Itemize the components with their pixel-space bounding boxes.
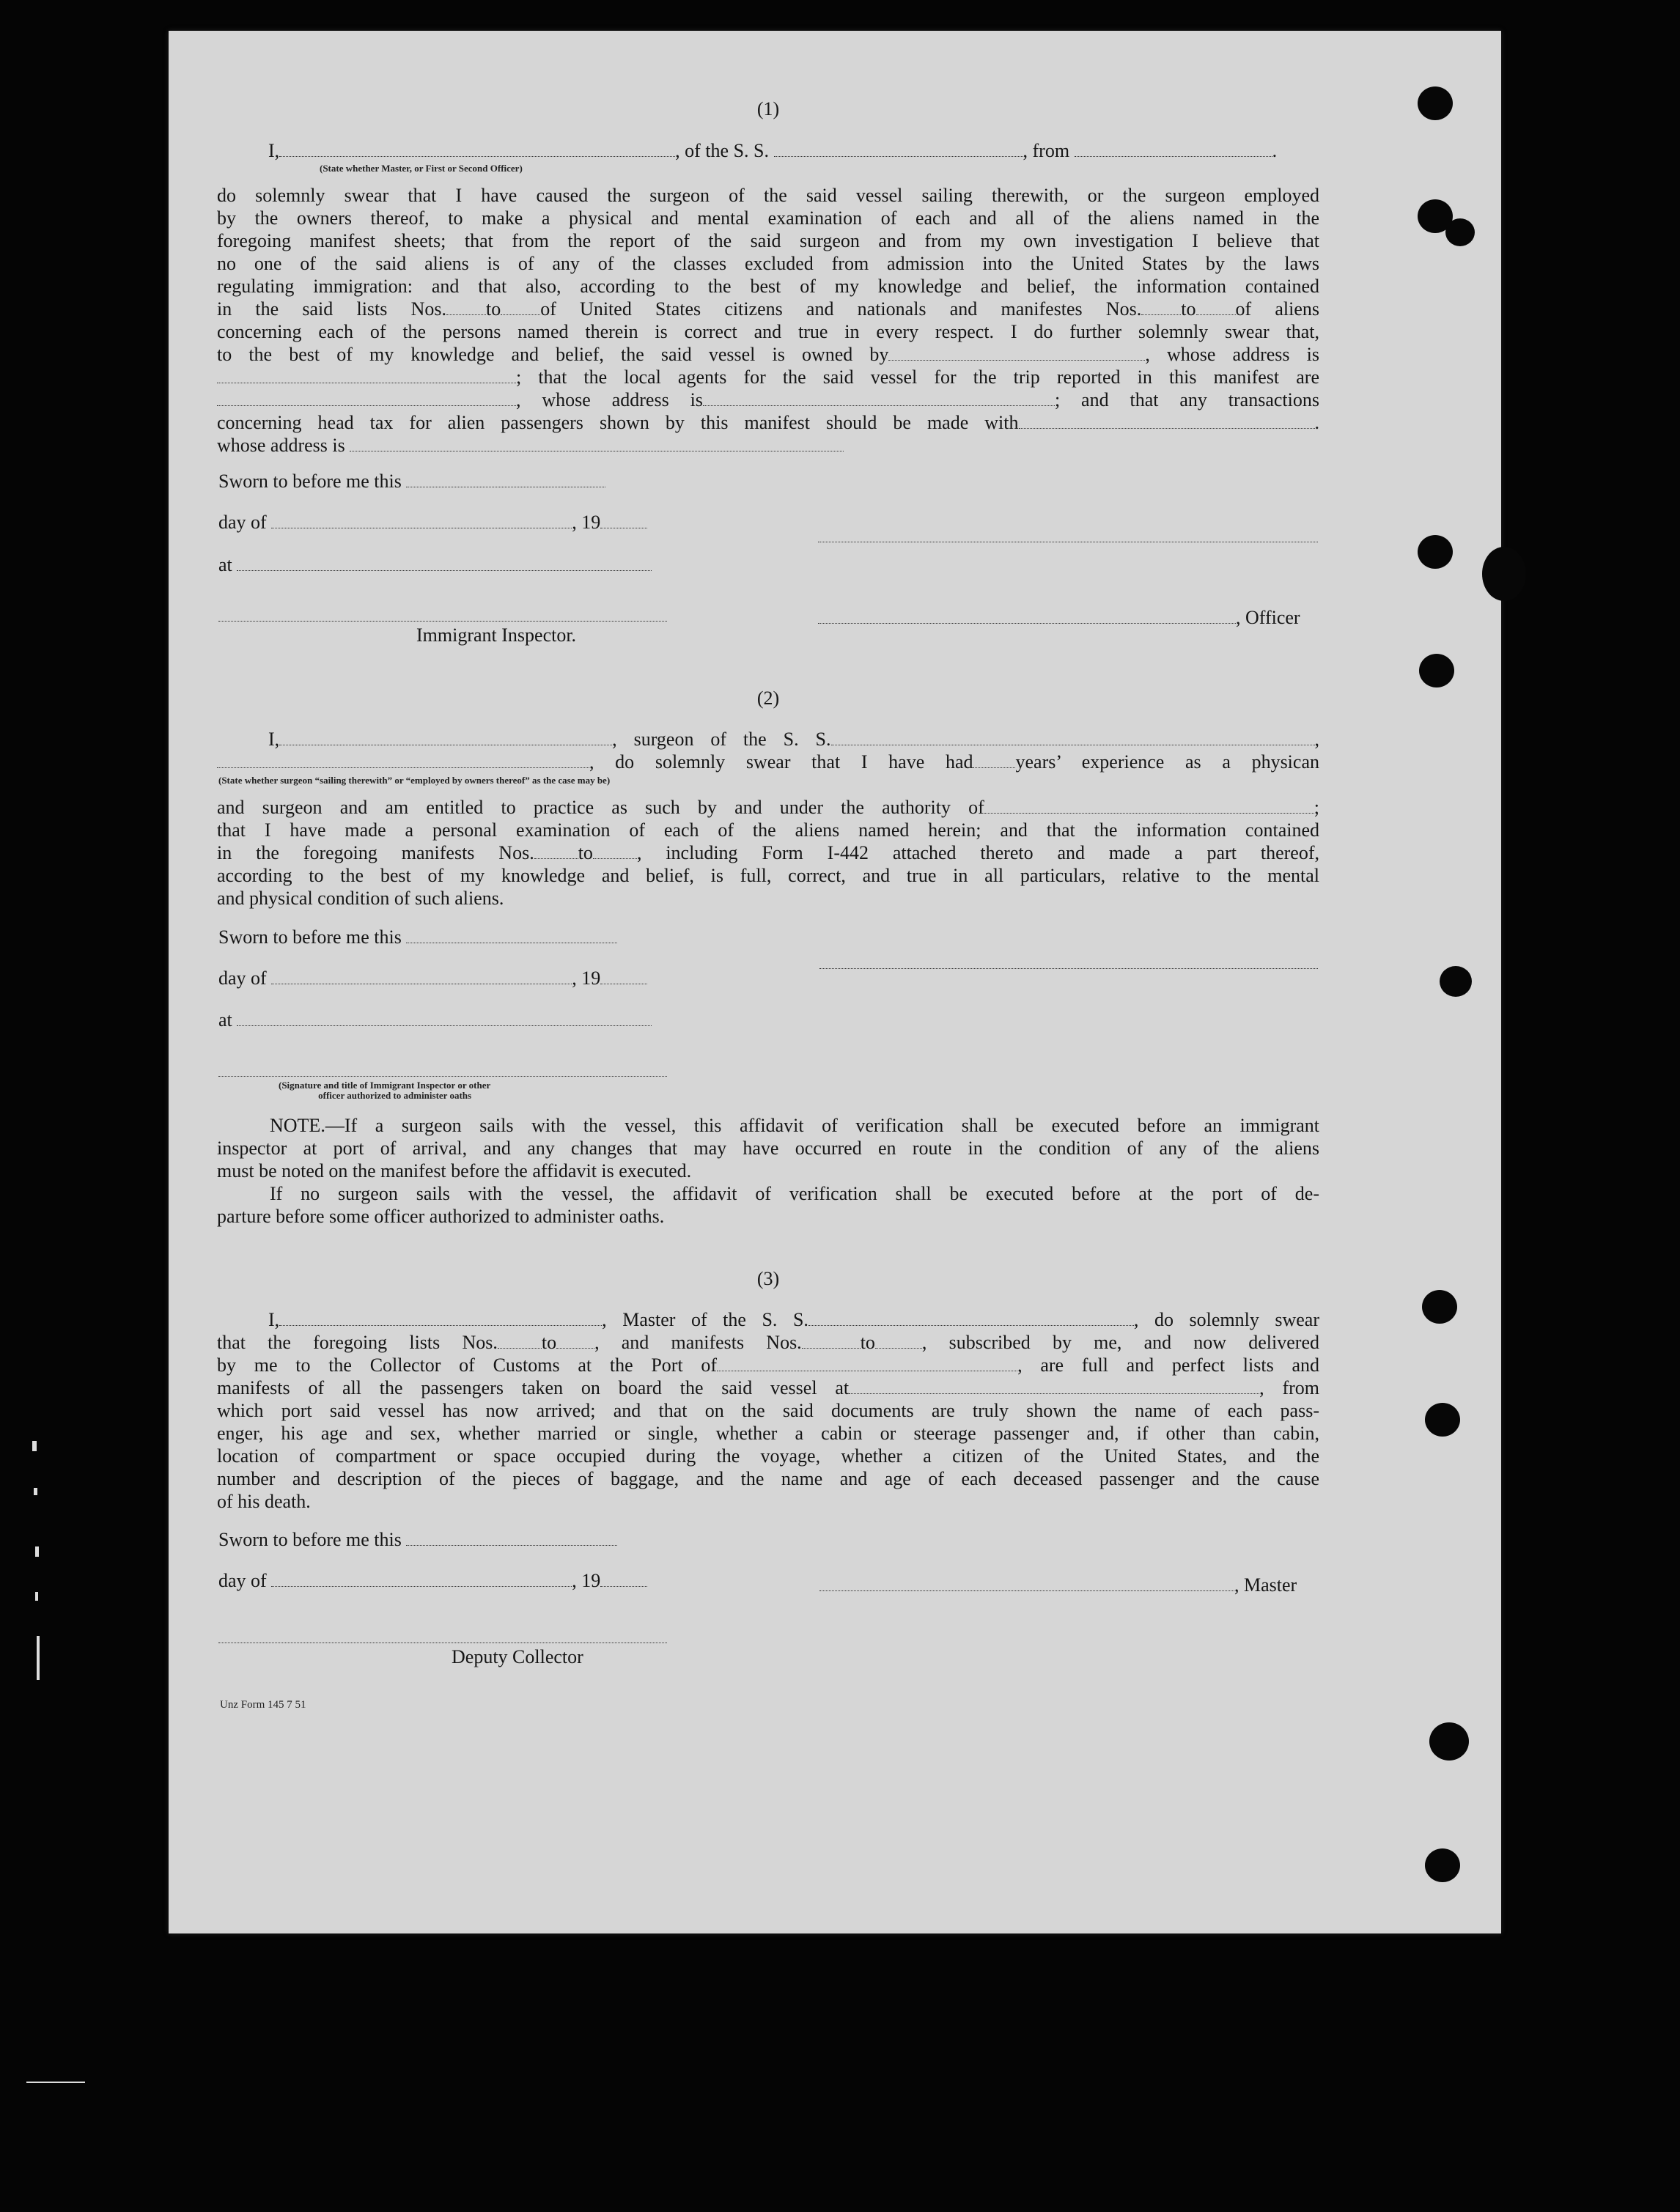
section-1-sworn: Sworn to before me this — [218, 471, 605, 493]
punch-hole — [1425, 1403, 1460, 1437]
section-2-note: NOTE.—If a surgeon sails with the vessel, this affidavit of verification shall be executed before an immigrant inspector at port of arrival, and any changes that may have occurred en route in the condition of any of the aliens must be noted on the manifest before the affidavit is executed. If no surgeon sails with the vessel, the affidavit of verification shall be executed before at the port of de- parture before some officer authorized to administer oaths. — [217, 1115, 1319, 1227]
film-speck — [37, 1636, 40, 1680]
punch-hole — [1482, 547, 1526, 601]
section-1-header-line: I, , of the S. S. , from . — [268, 140, 1278, 161]
film-speck — [26, 2082, 85, 2083]
section-1-number: (1) — [756, 98, 780, 119]
form-id: Unz Form 145 7 51 — [220, 1699, 306, 1711]
section-2-sworn: Sworn to before me this — [218, 926, 617, 948]
section-1-signature-line — [818, 541, 1318, 542]
punch-hole — [1440, 966, 1472, 997]
section-2-caption: (State whether surgeon “sailing therewith” or “employed by owners thereof” as the case may be) — [218, 775, 611, 786]
section-1-inspector-line — [218, 620, 667, 622]
section-3-number: (3) — [756, 1268, 780, 1289]
section-3-day-of: day of , 19 — [218, 1570, 647, 1592]
section-1-day-of: day of , 19 — [218, 512, 647, 534]
section-2-header-line: I, , surgeon of the S. S. , , do solemnly swear that I have had years’ experience as a physican — [217, 728, 1319, 773]
section-2-signature-line — [819, 967, 1318, 969]
punch-hole — [1422, 1290, 1457, 1324]
section-1-body: do solemnly swear that I have caused the surgeon of the said vessel sailing therewith, or the surgeon employed by the owners thereof, to make a physical and mental examination of each and all of the aliens named in the foregoing manifest sheets; that from the report of the said surgeon and from my own investigation I believe that no one of the said aliens is of any of the classes excluded from admission into the United States by the laws regulating immigration: and that also, according to the best of my knowledge and belief, the information contained in the said lists Nos. to of United States citizens and nationals and manifestes Nos. to of aliens concerning each of the persons named therein is correct and true in every respect. I do further solemnly swear that, to the best of my knowledge and belief, the said vessel is owned by , whose address is ; that the local agents for the said vessel for the trip reported in this manifest are , whose address is ; and that any transactions concerning head tax for alien passengers shown by this manifest should be made with . whose address is — [217, 185, 1320, 456]
punch-hole — [1445, 218, 1475, 246]
punch-hole — [1418, 535, 1453, 569]
section-2-caption-2: (Signature and title of Immigrant Inspector or other officer authorized to administer oaths — [279, 1080, 491, 1101]
film-speck — [35, 1546, 39, 1557]
section-2-inspector-line — [218, 1075, 667, 1077]
punch-hole — [1429, 1722, 1469, 1761]
section-1-at: at — [218, 554, 652, 576]
section-3-collector-label: Deputy Collector — [452, 1646, 583, 1667]
film-speck — [34, 1488, 37, 1495]
section-3-sworn: Sworn to before me this — [218, 1529, 617, 1551]
section-3-master: , Master — [819, 1574, 1297, 1596]
punch-hole — [1418, 86, 1453, 120]
film-speck — [35, 1592, 38, 1601]
section-1-officer: , Officer — [818, 607, 1300, 629]
section-2-at: at — [218, 1009, 652, 1031]
section-3-collector-line — [218, 1642, 667, 1643]
film-speck — [32, 1441, 37, 1451]
section-2-number: (2) — [756, 687, 780, 709]
punch-hole — [1425, 1848, 1460, 1882]
section-2-day-of: day of , 19 — [218, 967, 647, 989]
section-3-body: I, , Master of the S. S. , do solemnly swear that the foregoing lists Nos. to , and manifests Nos. to , subscribed by me, and now delivered by me to the Collector of Customs at the Port of , are full and perfect lists and manifests of all the passengers taken on board the said vessel at , from which port said vessel has now arrived; and that on the said documents are truly shown the name of each pass- enger, his age and sex, whether married or single, whether a cabin or steerage passenger and, if other than cabin, location of compartment or space occupied during the voyage, whether a citizen of the United States, and the number and description of the pieces of baggage, and the name and age of each deceased passenger and the cause of his death. — [217, 1309, 1320, 1512]
punch-hole — [1419, 654, 1454, 687]
section-1-caption: (State whether Master, or First or Second Officer) — [320, 163, 523, 174]
section-2-body: and surgeon and am entitled to practice as such by and under the authority of ; that I have made a personal examination of each of the aliens named herein; and that the information contained in the foregoing manifests Nos. to , including Form I-442 attached thereto and made a part thereof, according to the best of my knowledge and belief, is full, correct, and true in all particulars, relative to the mental and physical condition of such aliens. — [217, 797, 1319, 909]
section-1-inspector-label: Immigrant Inspector. — [416, 624, 577, 646]
